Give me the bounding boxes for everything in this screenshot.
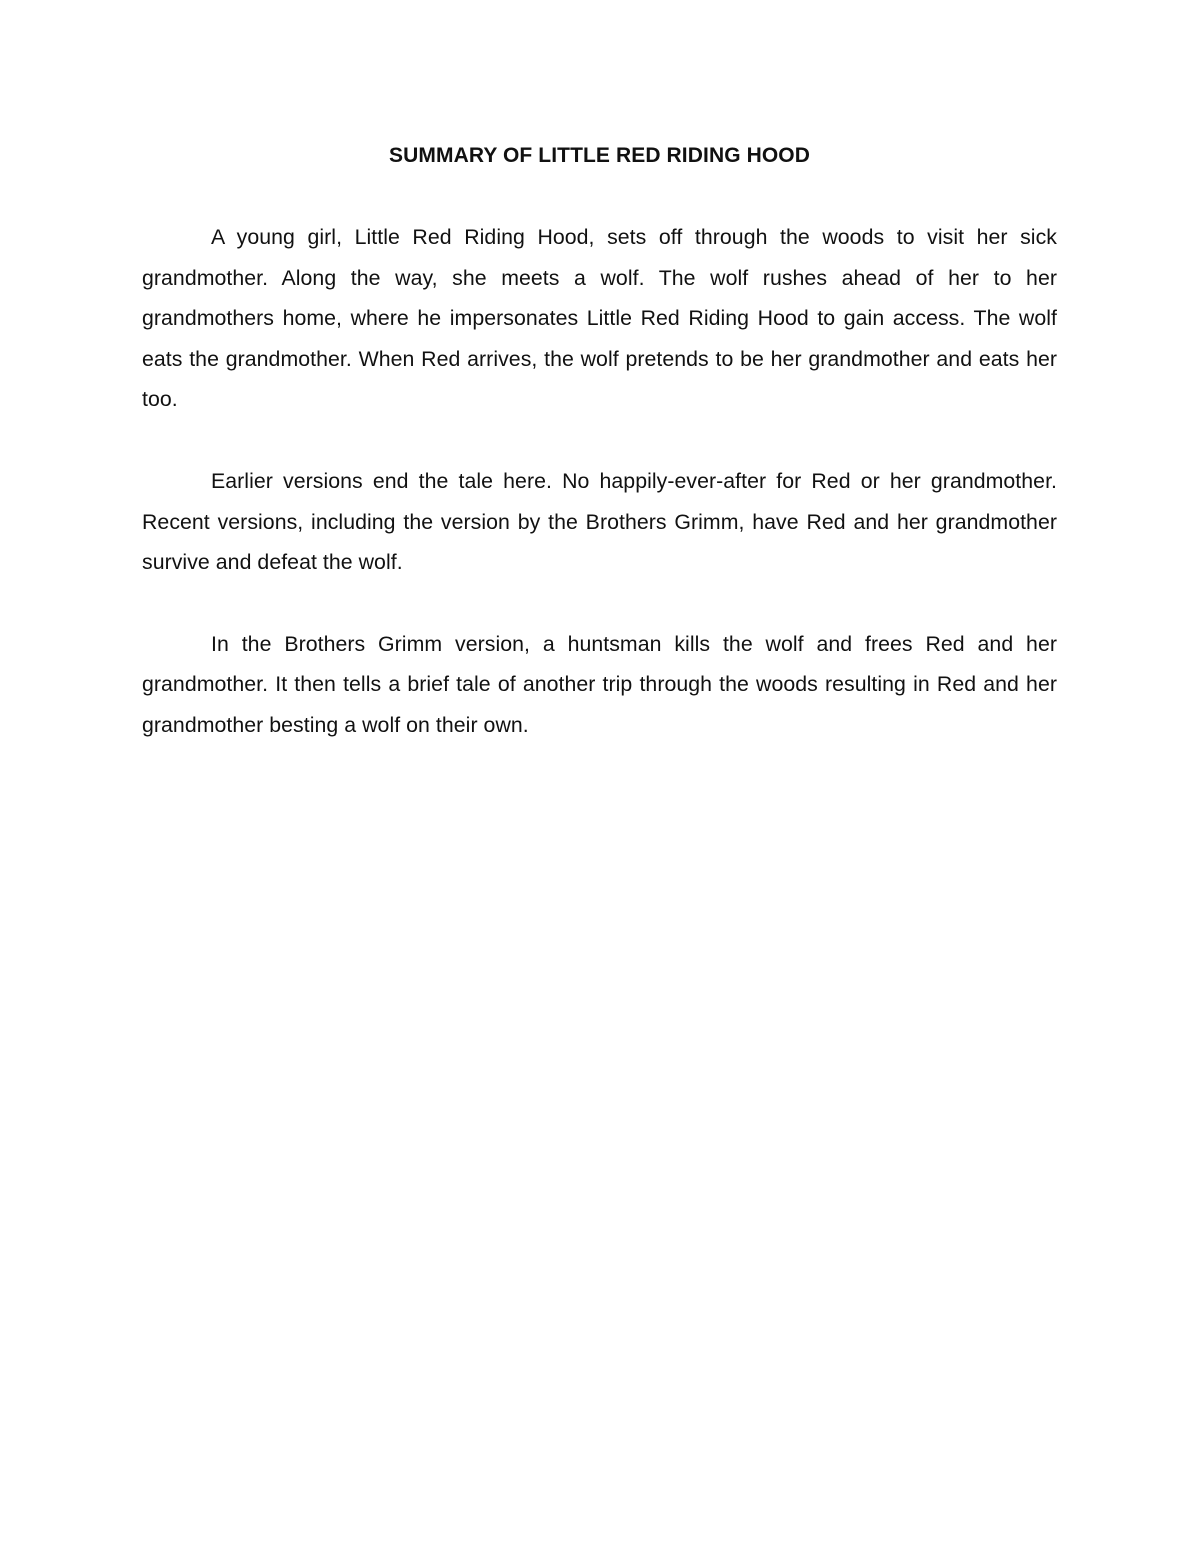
paragraph-3: In the Brothers Grimm version, a huntsman kills the wolf and frees Red and her grandmother. It then tells a brief tale of another trip through the woods resulting in Red and her grandmother besting a wolf on their own. — [142, 631, 1057, 737]
document-body — [142, 217, 1057, 787]
paragraph-2: Earlier versions end the tale here. No happily-ever-after for Red or her grandmother. Recent versions, including the version by the Brothers Grimm, have Red and her grandmother survive and defeat the wolf. — [142, 468, 1057, 575]
paragraph-1: A young girl, Little Red Riding Hood, sets off through the woods to visit her sick grandmother. Along the way, she meets a wolf. The wolf rushes ahead of her to her grandmothers home, where he impersonates Little Red Riding Hood to gain access. The wolf eats the grandmother. When Red arrives, the wolf pretends to be her grandmother and eats her too. — [142, 225, 1057, 412]
document-title: SUMMARY OF LITTLE RED RIDING HOOD — [389, 144, 810, 167]
